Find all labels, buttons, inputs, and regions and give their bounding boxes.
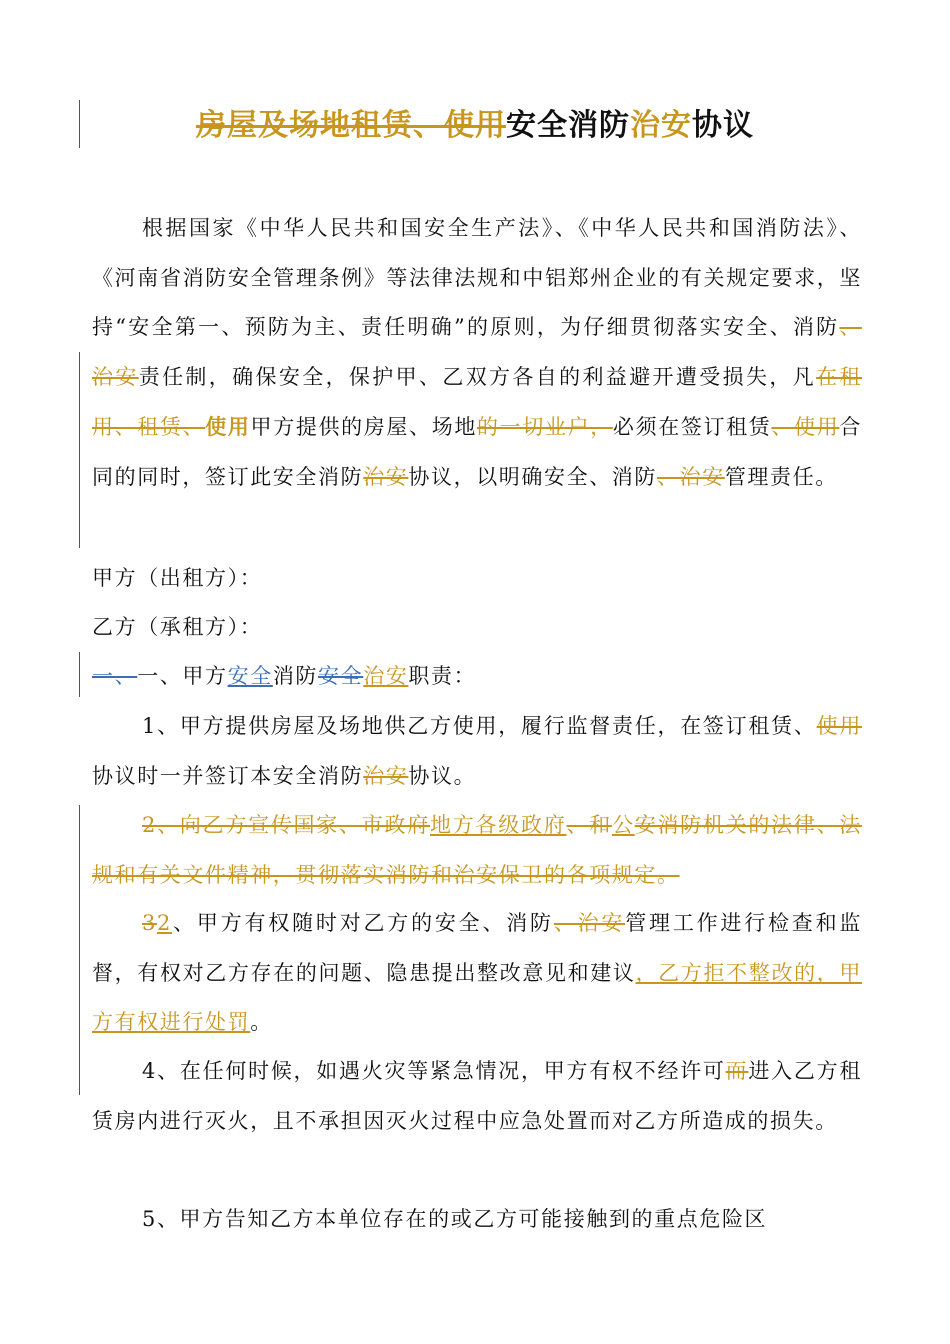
item-3 [92, 899, 862, 1048]
item-4 [92, 1047, 862, 1146]
deleted-run: 治安 [363, 464, 409, 489]
deleted-run: 、治安 [553, 911, 626, 935]
text-run: 协议。 [408, 763, 477, 788]
text-run: 4、在任何时候，如遇火灾等紧急情况，甲方有权不经许可 [142, 1059, 726, 1083]
deleted-run: 而 [725, 1059, 749, 1083]
text-run: 甲方 [182, 664, 228, 688]
title-deleted: 房屋及场地租赁、使用 [196, 108, 506, 143]
inserted-run: 安全 [227, 664, 273, 688]
deleted-run: 安全 [318, 664, 364, 688]
deleted-run: 安消防机关的法律、法规和有关文件精神，贯彻落实消防和治安保卫的各项规定。 [92, 813, 862, 887]
text-run: 甲方提供的房屋、场地 [250, 415, 478, 439]
item-1 [92, 702, 862, 801]
text-run: 根据国家《中华人民共和国安全生产法》、《中华人民共和国消防法》、《河南省消防安全管理条例》等法律法规和中铝郑州企业的有关规定要求，坚持“安全第一、预防为主、责任明确”的原则，为仔细贯彻落实安全、消防 [92, 216, 862, 339]
title-text: 协议 [692, 108, 754, 143]
title-inserted: 治安 [630, 108, 692, 143]
party-b-line: 乙方（承租方）： [92, 615, 263, 639]
deleted-run: 、治安 [92, 315, 862, 389]
text-run: 1、甲方提供房屋及场地供乙方使用，履行监督责任，在签订租赁、 [142, 714, 817, 738]
text-run: 必须在签订租赁 [612, 415, 772, 439]
change-bar [79, 352, 80, 548]
document-title [0, 100, 950, 144]
section-number: 一、 [137, 664, 183, 688]
item-2-deleted [92, 801, 862, 900]
deleted-run: 、治安 [657, 464, 725, 489]
change-bar [79, 805, 80, 1095]
text-run: 进入乙方租赁房内进行灭火，且不承担因灭火过程中应急处置而对乙方所造成的损失。 [92, 1059, 862, 1133]
deleted-run: 、使用 [771, 415, 840, 439]
inserted-run: 公 [611, 813, 635, 837]
deleted-run: 、和 [566, 813, 612, 837]
text-run: 职责： [408, 664, 477, 688]
deleted-run: 使用 [816, 714, 862, 738]
text-run: 管理责任。 [724, 464, 838, 489]
deleted-run: 在租用、租赁、 [92, 364, 863, 439]
text-run: 协议时一并签订本安全消防 [92, 763, 364, 788]
deleted-run: 2、向乙方宣传国家、市政府 [142, 813, 431, 837]
party-a-line: 甲方（出租方）： [92, 566, 263, 590]
text-run: 5、甲方告知乙方本单位存在的或乙方可能接触到的重点危险区 [142, 1207, 768, 1231]
text-run: 责任制，确保安全，保护甲、乙双方各自的利益避开遭受损失，凡 [138, 364, 817, 389]
deleted-run: 的一切业户， [477, 415, 613, 439]
deleted-run: 一、 [92, 664, 138, 688]
text-run: 。 [250, 1010, 273, 1034]
title-text: 安全消防 [506, 108, 630, 143]
changed-run: 治安 [363, 664, 409, 688]
text-run: 、甲方有权随时对乙方的安全、消防 [171, 911, 554, 935]
text-run: 管理工作进行检查和监督，有权对乙方存在的问题、隐患提出整改意见和建议 [92, 911, 862, 985]
inserted-run: 使用 [205, 414, 251, 439]
text-run: 协议，以明确安全、消防 [408, 464, 658, 489]
inserted-run: ，乙方拒不整改的，甲方有权进行处罚 [92, 960, 862, 1034]
text-run: 合同的同时，签订此安全消防 [92, 415, 863, 489]
deleted-run: 3 [142, 911, 157, 935]
section-heading [92, 660, 476, 690]
changed-run: 地方各级政府 [430, 813, 567, 837]
item-5 [92, 1195, 862, 1245]
text-run: 消防 [272, 664, 319, 688]
inserted-run: 2 [156, 911, 172, 935]
deleted-run: 治安 [363, 763, 409, 788]
change-bar [79, 652, 80, 697]
intro-paragraph [92, 204, 862, 502]
